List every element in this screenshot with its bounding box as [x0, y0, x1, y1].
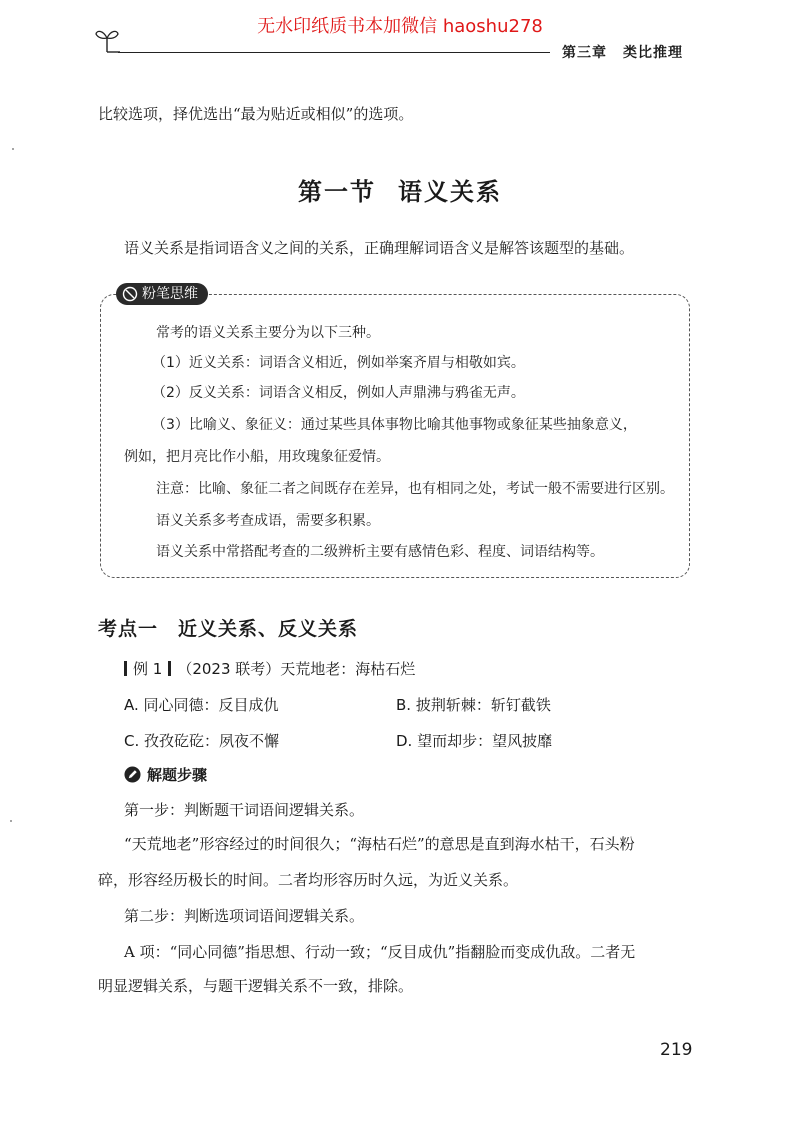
scan-speck: [10, 820, 12, 822]
box-line: 例如，把月亮比作小船，用玫瑰象征爱情。: [124, 449, 390, 465]
pencil-circle-icon: [124, 766, 141, 783]
scan-speck: [12, 148, 14, 150]
example-question: [124, 658, 415, 679]
running-header: [562, 42, 683, 62]
example-source: （2023 联考）: [177, 660, 281, 678]
section-intro: 语义关系是指词语含义之间的关系，正确理解词语含义是解答该题型的基础。: [124, 239, 635, 257]
box-line: 语义关系中常搭配考查的二级辨析主要有感情色彩、程度、词语结构等。: [156, 544, 604, 560]
steps-heading-label: 解题步骤: [147, 766, 208, 784]
box-line: （3）比喻义、象征义：通过某些具体事物比喻其他事物或象征某些抽象意义，: [152, 417, 637, 433]
section-name: 语义关系: [398, 178, 502, 206]
example-label: 例 1: [133, 660, 163, 678]
analysis-line: 明显逻辑关系，与题干逻辑关系不一致，排除。: [98, 977, 414, 995]
page-number: 219: [660, 1040, 693, 1060]
box-line: （2）反义关系：词语含义相反，例如人声鼎沸与鸦雀无声。: [152, 385, 525, 401]
solution-steps-heading: [124, 764, 207, 785]
box-line: 常考的语义关系主要分为以下三种。: [156, 325, 380, 341]
topic-label: 类比推理: [623, 45, 683, 61]
option-c: C. 孜孜矻矻：夙夜不懈: [124, 732, 280, 750]
badge-label: 粉笔思维: [142, 286, 198, 302]
analysis-line: 碎，形容经历极长的时间。二者均形容历时久远，为近义关系。: [98, 871, 519, 889]
subsection-name: 近义关系、反义关系: [178, 618, 359, 640]
intro-line: 比较选项，择优选出“最为贴近或相似”的选项。: [98, 105, 414, 123]
subsection-number: 考点一: [98, 618, 159, 640]
option-b: B. 披荆斩棘：斩钉截铁: [396, 696, 551, 714]
subsection-title: [98, 614, 358, 641]
example-marker: [168, 661, 171, 676]
thinking-badge: [116, 283, 208, 305]
section-number: 第一节: [298, 178, 376, 206]
example-marker: [124, 661, 127, 676]
analysis-line: “天荒地老”形容经过的时间很久；“海枯石烂”的意思是直到海水枯干，石头粉: [124, 835, 635, 853]
chapter-label: 第三章: [562, 45, 607, 61]
box-line: 注意：比喻、象征二者之间既存在差异，也有相同之处，考试一般不需要进行区别。: [156, 481, 674, 497]
step-two: 第二步：判断选项词语间逻辑关系。: [124, 907, 365, 925]
box-line: （1）近义关系：词语含义相近，例如举案齐眉与相敬如宾。: [152, 355, 525, 371]
option-d: D. 望而却步：望风披靡: [396, 732, 553, 750]
analysis-line: A 项：“同心同德”指思想、行动一致；“反目成仇”指翻脸而变成仇敌。二者无: [124, 943, 636, 961]
example-question-text: 天荒地老：海枯石烂: [280, 660, 416, 678]
step-one: 第一步：判断题干词语间逻辑关系。: [124, 801, 365, 819]
sprout-icon: [94, 26, 120, 54]
option-a: A. 同心同德：反目成仇: [124, 696, 279, 714]
header-rule: [118, 52, 550, 53]
section-title: [0, 172, 800, 207]
box-line: 语义关系多考查成语，需要多积累。: [156, 513, 380, 529]
watermark-text: 无水印纸质书本加微信 haoshu278: [257, 16, 543, 37]
chalk-icon: [122, 286, 138, 302]
